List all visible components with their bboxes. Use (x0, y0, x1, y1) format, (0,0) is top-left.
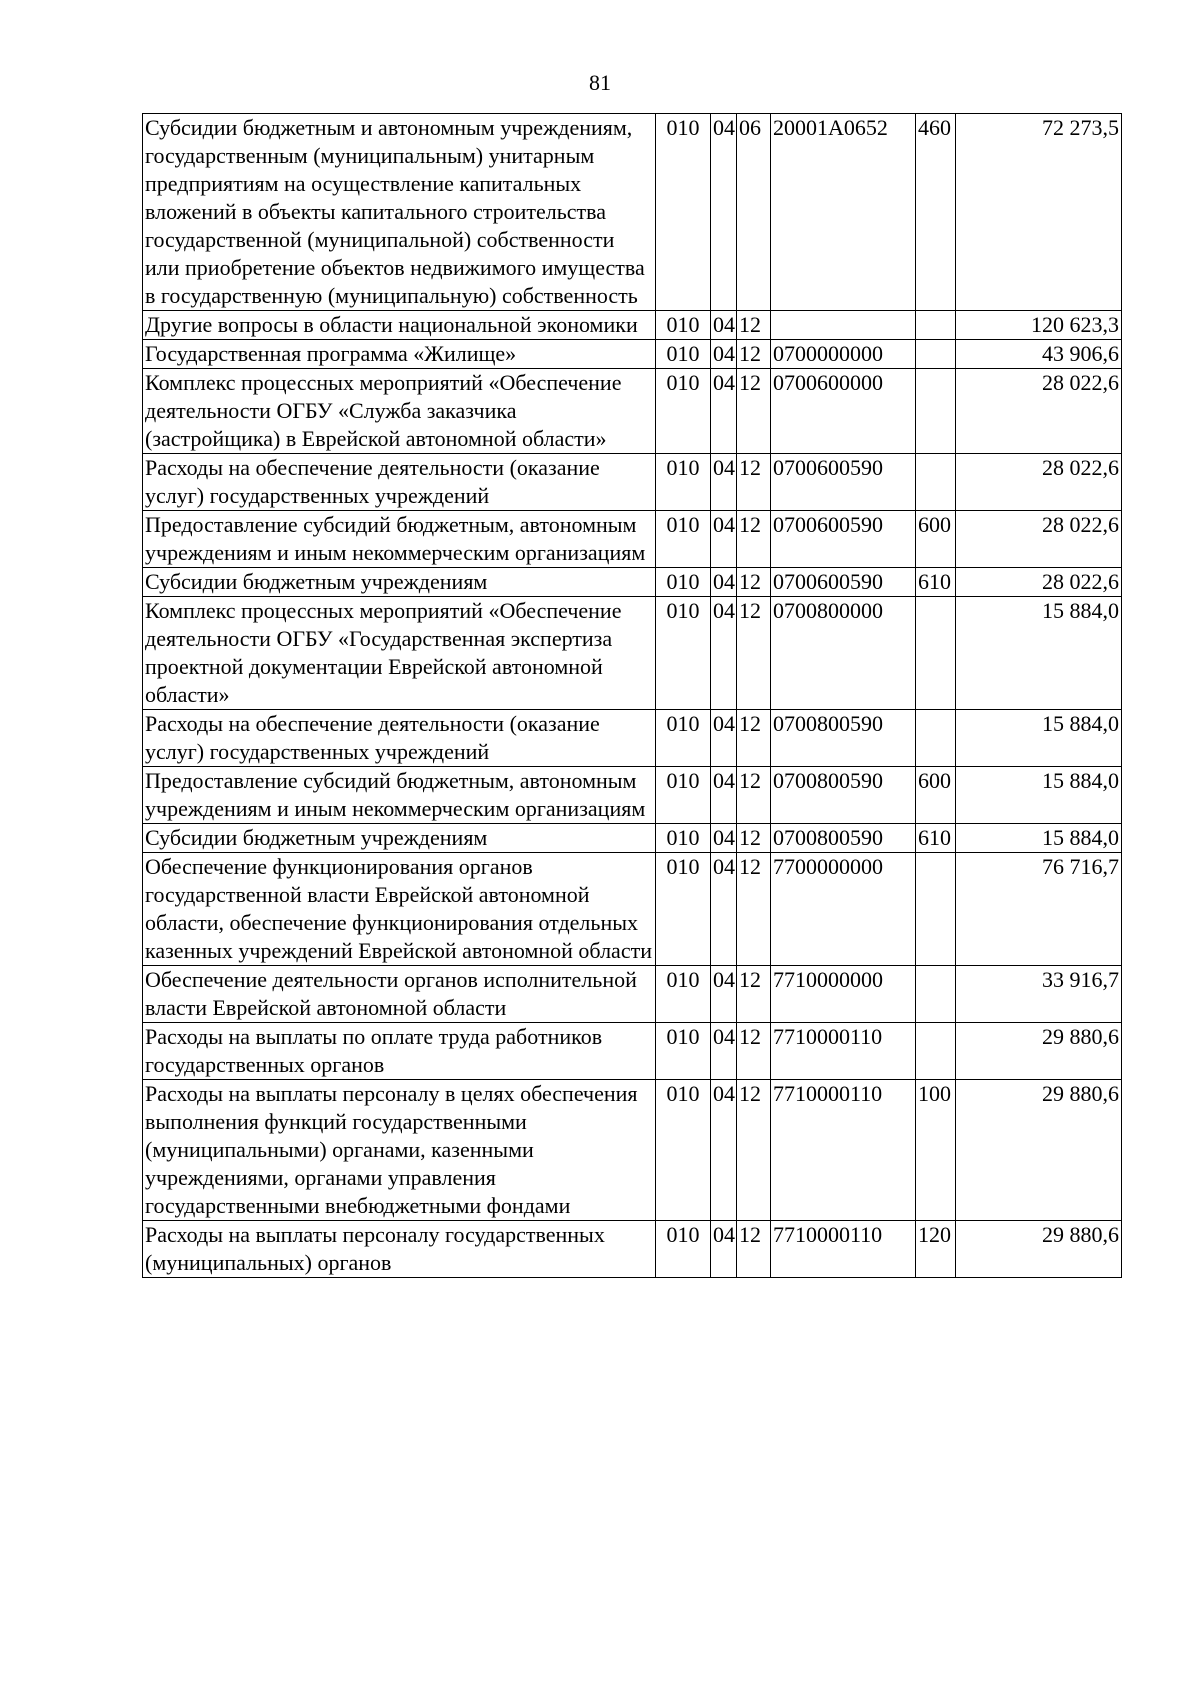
expense-type-cell (916, 597, 956, 710)
ministry-code-cell: 010 (656, 114, 711, 311)
expense-name-cell: Предоставление субсидий бюджетным, автономным учреждениям и иным некоммерческим организациям (143, 767, 656, 824)
target-article-cell: 7710000000 (771, 966, 916, 1023)
section-cell: 04 (711, 597, 737, 710)
expense-name-cell: Расходы на выплаты персоналу государственных (муниципальных) органов (143, 1221, 656, 1278)
expense-type-cell (916, 966, 956, 1023)
table-row (143, 311, 1122, 340)
amount-cell: 28 022,6 (956, 568, 1122, 597)
amount-cell: 43 906,6 (956, 340, 1122, 369)
target-article-cell (771, 311, 916, 340)
subsection-cell: 12 (737, 511, 771, 568)
amount-cell: 29 880,6 (956, 1080, 1122, 1221)
subsection-cell: 12 (737, 1221, 771, 1278)
amount-cell: 15 884,0 (956, 597, 1122, 710)
expense-name-cell: Обеспечение деятельности органов исполнительной власти Еврейской автономной области (143, 966, 656, 1023)
expense-type-cell: 120 (916, 1221, 956, 1278)
target-article-cell: 0700800590 (771, 767, 916, 824)
amount-cell: 120 623,3 (956, 311, 1122, 340)
expense-type-cell: 460 (916, 114, 956, 311)
section-cell: 04 (711, 1023, 737, 1080)
target-article-cell: 7710000110 (771, 1080, 916, 1221)
ministry-code-cell: 010 (656, 511, 711, 568)
subsection-cell: 12 (737, 454, 771, 511)
ministry-code-cell: 010 (656, 1221, 711, 1278)
expense-name-cell: Расходы на выплаты персоналу в целях обеспечения выполнения функций государственными (муниципальными) органами, казенными учреждениями, органами управления государственными внебюджетными фондами (143, 1080, 656, 1221)
ministry-code-cell: 010 (656, 966, 711, 1023)
budget-table (142, 113, 1122, 1278)
section-cell: 04 (711, 966, 737, 1023)
table-row (143, 1221, 1122, 1278)
expense-type-cell (916, 454, 956, 511)
ministry-code-cell: 010 (656, 340, 711, 369)
expense-type-cell (916, 710, 956, 767)
amount-cell: 33 916,7 (956, 966, 1122, 1023)
table-row (143, 710, 1122, 767)
subsection-cell: 12 (737, 568, 771, 597)
subsection-cell: 06 (737, 114, 771, 311)
ministry-code-cell: 010 (656, 311, 711, 340)
subsection-cell: 12 (737, 311, 771, 340)
table-row (143, 114, 1122, 311)
target-article-cell: 0700800590 (771, 824, 916, 853)
target-article-cell: 7710000110 (771, 1221, 916, 1278)
target-article-cell: 0700800590 (771, 710, 916, 767)
expense-type-cell (916, 311, 956, 340)
section-cell: 04 (711, 1080, 737, 1221)
ministry-code-cell: 010 (656, 853, 711, 966)
table-row (143, 853, 1122, 966)
target-article-cell: 0700800000 (771, 597, 916, 710)
ministry-code-cell: 010 (656, 767, 711, 824)
table-row (143, 568, 1122, 597)
section-cell: 04 (711, 511, 737, 568)
table-row (143, 597, 1122, 710)
amount-cell: 76 716,7 (956, 853, 1122, 966)
ministry-code-cell: 010 (656, 454, 711, 511)
ministry-code-cell: 010 (656, 824, 711, 853)
target-article-cell: 0700600000 (771, 369, 916, 454)
section-cell: 04 (711, 853, 737, 966)
subsection-cell: 12 (737, 767, 771, 824)
expense-name-cell: Государственная программа «Жилище» (143, 340, 656, 369)
section-cell: 04 (711, 767, 737, 824)
table-row (143, 1023, 1122, 1080)
table-row (143, 511, 1122, 568)
section-cell: 04 (711, 114, 737, 311)
section-cell: 04 (711, 710, 737, 767)
subsection-cell: 12 (737, 853, 771, 966)
section-cell: 04 (711, 824, 737, 853)
target-article-cell: 0700600590 (771, 454, 916, 511)
ministry-code-cell: 010 (656, 710, 711, 767)
section-cell: 04 (711, 369, 737, 454)
amount-cell: 29 880,6 (956, 1023, 1122, 1080)
amount-cell: 15 884,0 (956, 767, 1122, 824)
subsection-cell: 12 (737, 710, 771, 767)
expense-name-cell: Расходы на выплаты по оплате труда работников государственных органов (143, 1023, 656, 1080)
table-row (143, 1080, 1122, 1221)
subsection-cell: 12 (737, 369, 771, 454)
section-cell: 04 (711, 340, 737, 369)
subsection-cell: 12 (737, 1023, 771, 1080)
expense-type-cell: 610 (916, 824, 956, 853)
expense-type-cell: 100 (916, 1080, 956, 1221)
subsection-cell: 12 (737, 597, 771, 710)
target-article-cell: 0700000000 (771, 340, 916, 369)
section-cell: 04 (711, 1221, 737, 1278)
expense-name-cell: Субсидии бюджетным и автономным учреждениям, государственным (муниципальным) унитарным предприятиям на осуществление капитальных вложений в объекты капитального строительства государственной (муниципальной) собственности или приобретение объектов недвижимого имущества в государственную (муниципальную) собственность (143, 114, 656, 311)
target-article-cell: 7700000000 (771, 853, 916, 966)
ministry-code-cell: 010 (656, 369, 711, 454)
ministry-code-cell: 010 (656, 568, 711, 597)
page-number: 81 (589, 70, 611, 95)
amount-cell: 29 880,6 (956, 1221, 1122, 1278)
table-row (143, 767, 1122, 824)
expense-type-cell: 600 (916, 511, 956, 568)
amount-cell: 28 022,6 (956, 511, 1122, 568)
expense-type-cell: 610 (916, 568, 956, 597)
expense-name-cell: Расходы на обеспечение деятельности (оказание услуг) государственных учреждений (143, 454, 656, 511)
expense-type-cell (916, 340, 956, 369)
subsection-cell: 12 (737, 824, 771, 853)
expense-type-cell (916, 1023, 956, 1080)
budget-table-body (143, 114, 1122, 1278)
expense-name-cell: Субсидии бюджетным учреждениям (143, 824, 656, 853)
section-cell: 04 (711, 568, 737, 597)
amount-cell: 15 884,0 (956, 710, 1122, 767)
target-article-cell: 20001А0652 (771, 114, 916, 311)
table-row (143, 340, 1122, 369)
expense-type-cell: 600 (916, 767, 956, 824)
table-row (143, 966, 1122, 1023)
target-article-cell: 7710000110 (771, 1023, 916, 1080)
expense-name-cell: Комплекс процессных мероприятий «Обеспечение деятельности ОГБУ «Государственная экспертиза проектной документации Еврейской автономной области» (143, 597, 656, 710)
expense-name-cell: Расходы на обеспечение деятельности (оказание услуг) государственных учреждений (143, 710, 656, 767)
subsection-cell: 12 (737, 1080, 771, 1221)
target-article-cell: 0700600590 (771, 511, 916, 568)
section-cell: 04 (711, 454, 737, 511)
ministry-code-cell: 010 (656, 597, 711, 710)
expense-name-cell: Предоставление субсидий бюджетным, автономным учреждениям и иным некоммерческим организациям (143, 511, 656, 568)
expense-type-cell (916, 369, 956, 454)
section-cell: 04 (711, 311, 737, 340)
table-row (143, 824, 1122, 853)
target-article-cell: 0700600590 (771, 568, 916, 597)
expense-name-cell: Субсидии бюджетным учреждениям (143, 568, 656, 597)
expense-type-cell (916, 853, 956, 966)
amount-cell: 28 022,6 (956, 369, 1122, 454)
expense-name-cell: Комплекс процессных мероприятий «Обеспечение деятельности ОГБУ «Служба заказчика (застройщика) в Еврейской автономной области» (143, 369, 656, 454)
amount-cell: 15 884,0 (956, 824, 1122, 853)
ministry-code-cell: 010 (656, 1023, 711, 1080)
ministry-code-cell: 010 (656, 1080, 711, 1221)
expense-name-cell: Другие вопросы в области национальной экономики (143, 311, 656, 340)
amount-cell: 28 022,6 (956, 454, 1122, 511)
table-row (143, 454, 1122, 511)
expense-name-cell: Обеспечение функционирования органов государственной власти Еврейской автономной области, обеспечение функционирования отдельных казенных учреждений Еврейской автономной области (143, 853, 656, 966)
subsection-cell: 12 (737, 340, 771, 369)
subsection-cell: 12 (737, 966, 771, 1023)
amount-cell: 72 273,5 (956, 114, 1122, 311)
table-row (143, 369, 1122, 454)
